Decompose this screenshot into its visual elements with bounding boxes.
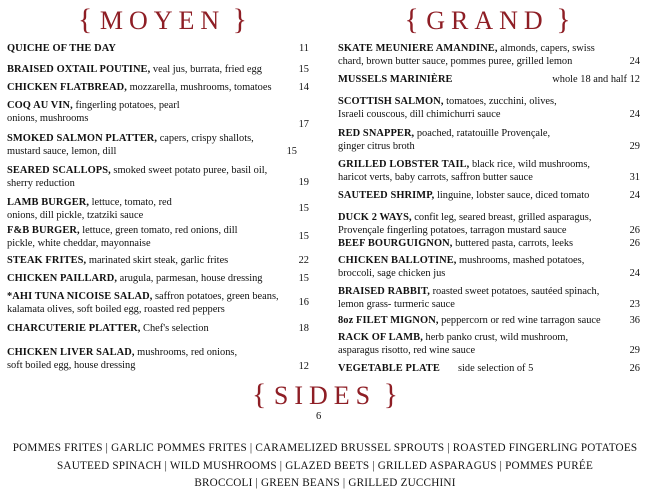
item-name: F&B BURGER, xyxy=(7,225,80,236)
item-price: 29 xyxy=(629,141,640,152)
item-price: 22 xyxy=(298,255,309,266)
item-name: DUCK 2 WAYS, xyxy=(338,212,412,223)
item-price: 18 xyxy=(298,323,309,334)
sides-line: POMMES FRITES | GARLIC POMMES FRITES | CARAMELIZED BRUSSEL SPROUTS | ROASTED FINGERLING POTATOES xyxy=(12,442,638,454)
item-description: peppercorn or red wine tarragon sauce xyxy=(438,315,601,326)
item-description: mozzarella, mushrooms, tomatoes xyxy=(126,82,272,93)
item-name: SCOTTISH SALMON, xyxy=(338,96,444,107)
item-description: smoked sweet potato puree, basil oil, sherry reduction xyxy=(7,165,268,189)
menu-item xyxy=(338,127,640,153)
item-description: arugula, parmesan, house dressing xyxy=(117,273,263,284)
menu-item xyxy=(338,73,640,86)
item-name: MUSSELS MARINIÈRE xyxy=(338,74,453,85)
menu-item xyxy=(7,290,309,316)
item-description: black rice, wild mushrooms, haricot verts, baby carrots, saffron butter sauce xyxy=(338,159,590,183)
item-name: COQ AU VIN, xyxy=(7,100,73,111)
item-name: SKATE MEUNIERE AMANDINE, xyxy=(338,43,498,54)
item-price: 26 xyxy=(629,363,640,374)
menu-item xyxy=(338,254,640,280)
item-description: mushrooms, red onions, soft boiled egg, house dressing xyxy=(7,347,238,371)
menu-item xyxy=(7,63,309,76)
menu-item xyxy=(7,272,309,285)
item-price: 29 xyxy=(629,345,640,356)
menu-item xyxy=(338,285,640,311)
item-name: CHICKEN PAILLARD, xyxy=(7,273,118,284)
item-name: CHARCUTERIE PLATTER, xyxy=(7,323,141,334)
item-name: SEARED SCALLOPS, xyxy=(7,165,111,176)
item-name: BRAISED RABBIT, xyxy=(338,286,430,297)
item-description: lettuce, tomato, red onions, dill pickle, tzatziki sauce xyxy=(7,197,172,221)
item-description: confit leg, seared breast, grilled asparagus, Provençale fingerling potatoes, tarragon mustard sauce xyxy=(338,212,592,236)
item-price: 16 xyxy=(298,297,309,308)
item-price: 14 xyxy=(298,82,309,93)
item-name: GRILLED LOBSTER TAIL, xyxy=(338,159,470,170)
item-name: LAMB BURGER, xyxy=(7,197,90,208)
item-price: 11 xyxy=(298,43,309,54)
item-name: CHICKEN FLATBREAD, xyxy=(7,82,127,93)
item-price: whole 18 and half 12 xyxy=(552,74,640,85)
item-price: 15 xyxy=(298,273,309,284)
moyen-heading: { MOYEN } xyxy=(77,3,248,36)
menu-item xyxy=(7,346,309,372)
menu-item xyxy=(7,164,309,190)
menu-item xyxy=(338,95,640,121)
item-price: 26 xyxy=(629,238,640,249)
item-name: QUICHE OF THE DAY xyxy=(7,43,116,54)
item-name: SMOKED SALMON PLATTER, xyxy=(7,133,158,144)
sides-heading: { SIDES } xyxy=(251,378,399,411)
item-price: 36 xyxy=(629,315,640,326)
item-description: poached, ratatouille Provençale, ginger citrus broth xyxy=(338,128,551,152)
item-price: 23 xyxy=(629,299,640,310)
menu-item xyxy=(338,189,640,202)
item-price: 19 xyxy=(298,177,309,188)
item-description: side selection of 5 xyxy=(458,363,534,374)
sides-price: 6 xyxy=(316,411,322,422)
menu-item xyxy=(338,158,640,184)
menu-item xyxy=(7,224,309,250)
item-description: capers, crispy shallots, mustard sauce, lemon, dill xyxy=(7,133,254,157)
item-name: 8oz FILET MIGNON, xyxy=(338,315,439,326)
item-name: *AHI TUNA NICOISE SALAD, xyxy=(7,291,153,302)
sides-line: BROCCOLI | GREEN BEANS | GRILLED ZUCCHINI xyxy=(194,477,456,489)
item-name: VEGETABLE PLATE xyxy=(338,363,440,374)
item-description: herb panko crust, wild mushroom, asparagus risotto, red wine sauce xyxy=(338,332,569,356)
item-price: 15 xyxy=(298,231,309,242)
item-name: CHICKEN LIVER SALAD, xyxy=(7,347,135,358)
item-name: BEEF BOURGUIGNON, xyxy=(338,238,453,249)
menu-item xyxy=(7,322,309,335)
menu-item xyxy=(338,331,640,357)
item-price: 24 xyxy=(629,109,640,120)
menu-item xyxy=(7,132,309,158)
moyen-heading-text: MOYEN xyxy=(99,6,226,35)
item-price: 17 xyxy=(298,119,309,130)
item-description: almonds, capers, swiss chard, brown butter sauce, pommes puree, grilled lemon xyxy=(338,43,595,67)
item-description: lettuce, green tomato, red onions, dill pickle, white cheddar, mayonnaise xyxy=(7,225,238,249)
item-name: SAUTEED SHRIMP, xyxy=(338,190,435,201)
menu-item xyxy=(338,211,640,237)
item-price: 31 xyxy=(629,172,640,183)
grand-heading-text: GRAND xyxy=(426,6,549,35)
sides-heading-text: SIDES xyxy=(273,381,377,410)
item-description: marinated skirt steak, garlic frites xyxy=(86,255,229,266)
item-name: RED SNAPPER, xyxy=(338,128,415,139)
item-price: 24 xyxy=(629,56,640,67)
item-description: buttered pasta, carrots, leeks xyxy=(452,238,574,249)
grand-heading: { GRAND } xyxy=(404,3,571,36)
item-description: fingerling potatoes, pearl onions, mushrooms xyxy=(7,100,180,124)
item-price: 12 xyxy=(298,361,309,372)
sides-list xyxy=(0,440,650,493)
item-description: saffron potatoes, green beans, kalamata olives, soft boiled egg, roasted red peppers xyxy=(7,291,279,315)
menu-item xyxy=(7,42,309,55)
item-description: veal jus, burrata, fried egg xyxy=(150,64,262,75)
item-price: 15 xyxy=(286,146,297,157)
menu-item xyxy=(7,196,309,222)
sides-line: SAUTEED SPINACH | WILD MUSHROOMS | GLAZED BEETS | GRILLED ASPARAGUS | POMMES PURÉE xyxy=(57,459,593,472)
menu-item xyxy=(338,314,640,327)
item-name: BRAISED OXTAIL POUTINE, xyxy=(7,64,151,75)
item-name: CHICKEN BALLOTINE, xyxy=(338,255,457,266)
item-price: 26 xyxy=(629,225,640,236)
item-price: 24 xyxy=(629,190,640,201)
item-price: 24 xyxy=(629,268,640,279)
menu-item xyxy=(7,81,309,94)
item-price: 15 xyxy=(298,203,309,214)
item-description: tomatoes, zucchini, olives, Israeli couscous, dill chimichurri sauce xyxy=(338,96,557,120)
item-price: 15 xyxy=(298,64,309,75)
item-description: mushrooms, mashed potatoes, broccoli, sage chicken jus xyxy=(338,255,585,279)
menu-item xyxy=(7,99,309,130)
menu-item xyxy=(7,254,309,267)
item-description: roasted sweet potatoes, sautéed spinach, lemon grass- turmeric sauce xyxy=(338,286,600,310)
menu-item xyxy=(338,237,640,250)
item-description: linguine, lobster sauce, diced tomato xyxy=(434,190,590,201)
item-name: STEAK FRITES, xyxy=(7,255,87,266)
item-name: RACK OF LAMB, xyxy=(338,332,423,343)
item-description: Chef's selection xyxy=(140,323,209,334)
menu-item xyxy=(338,42,640,68)
menu-item xyxy=(338,362,640,375)
